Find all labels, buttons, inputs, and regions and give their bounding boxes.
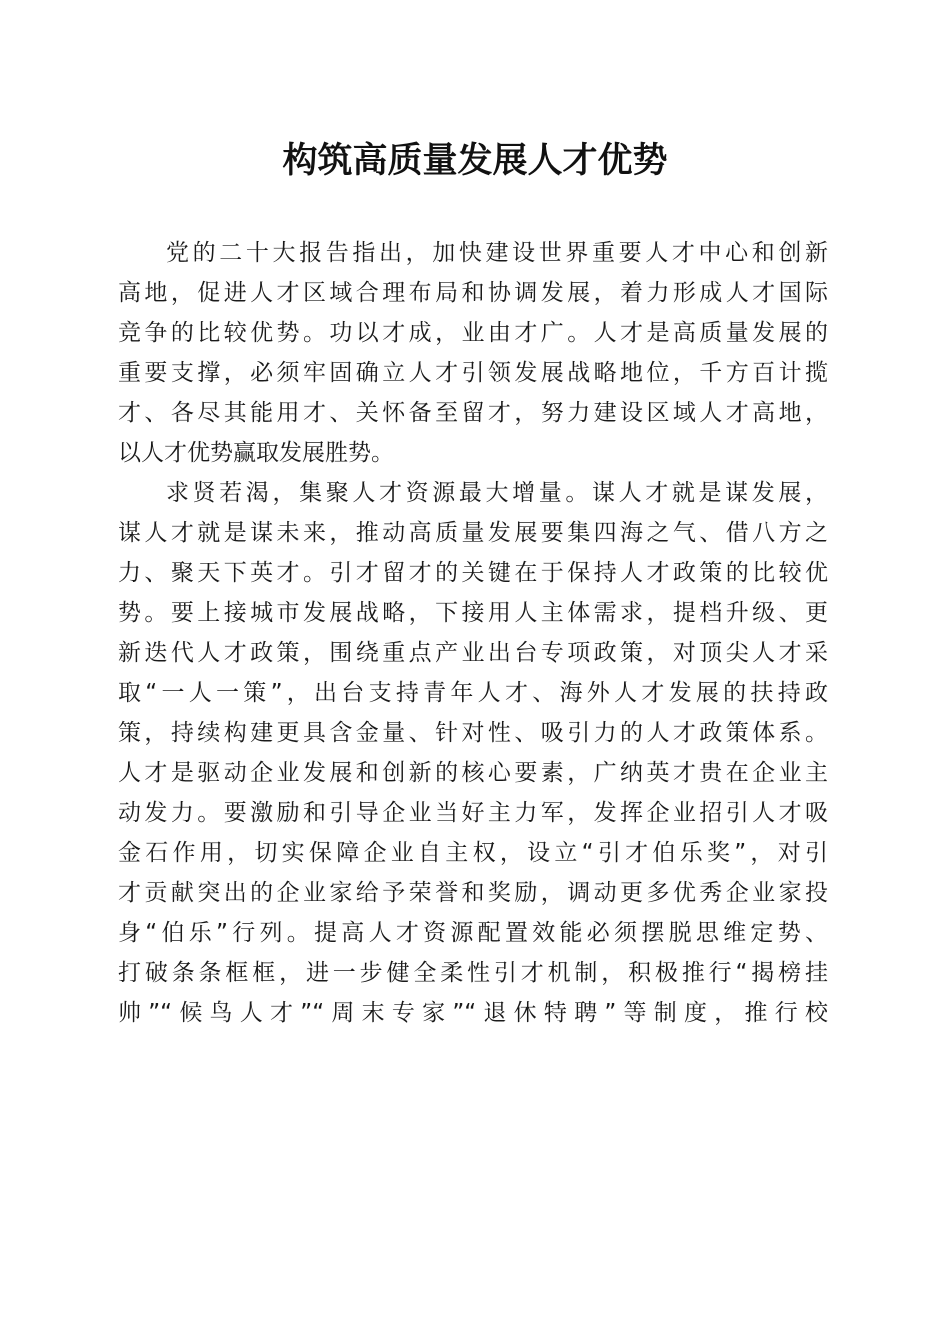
paragraph-1-line-6: 以人才优势赢取发展胜势。 (118, 440, 394, 466)
paragraph-2-line-1: 求贤若渴，集聚人才资源最大增量。谋人才就是谋发展， (166, 480, 828, 506)
paragraph-1-line-3: 竞争的比较优势。功以才成，业由才广。人才是高质量发展的 (118, 320, 828, 346)
paragraph-2-line-13: 打破条条框框，进一步健全柔性引才机制，积极推行“揭榜挂 (118, 960, 828, 986)
paragraph-2-line-11: 才贡献突出的企业家给予荣誉和奖励，调动更多优秀企业家投 (118, 880, 828, 906)
paragraph-2-line-4: 势。要上接城市发展战略，下接用人主体需求，提档升级、更 (118, 600, 828, 626)
document-body (118, 233, 828, 1033)
paragraph-2-line-2: 谋人才就是谋未来，推动高质量发展要集四海之气、借八方之 (118, 520, 828, 546)
paragraph-1-line-2: 高地，促进人才区域合理布局和协调发展，着力形成人才国际 (118, 280, 828, 306)
paragraph-1-line-5: 才、各尽其能用才、关怀备至留才，努力建设区域人才高地， (118, 400, 828, 426)
paragraph-2-line-10: 金石作用，切实保障企业自主权，设立“引才伯乐奖”，对引 (118, 840, 828, 866)
paragraph-1-line-1: 党的二十大报告指出，加快建设世界重要人才中心和创新 (166, 240, 828, 266)
paragraph-2-line-9: 动发力。要激励和引导企业当好主力军，发挥企业招引人才吸 (118, 800, 828, 826)
paragraph-2-line-7: 策，持续构建更具含金量、针对性、吸引力的人才政策体系。 (118, 720, 828, 746)
paragraph-2-line-14: 帅”“候鸟人才”“周末专家”“退休特聘”等制度，推行校 (118, 1000, 828, 1026)
document-title: 构筑高质量发展人才优势 (282, 140, 668, 181)
paragraph-2-line-3: 力、聚天下英才。引才留才的关键在于保持人才政策的比较优 (118, 560, 828, 586)
paragraph-2-line-6: 取“一人一策”，出台支持青年人才、海外人才发展的扶持政 (118, 680, 828, 706)
paragraph-1-line-4: 重要支撑，必须牢固确立人才引领发展战略地位，千方百计揽 (118, 360, 828, 386)
paragraph-2-line-12: 身“伯乐”行列。提高人才资源配置效能必须摆脱思维定势、 (118, 920, 828, 946)
paragraph-2-line-5: 新迭代人才政策，围绕重点产业出台专项政策，对顶尖人才采 (118, 640, 828, 666)
paragraph-2-line-8: 人才是驱动企业发展和创新的核心要素，广纳英才贵在企业主 (118, 760, 828, 786)
